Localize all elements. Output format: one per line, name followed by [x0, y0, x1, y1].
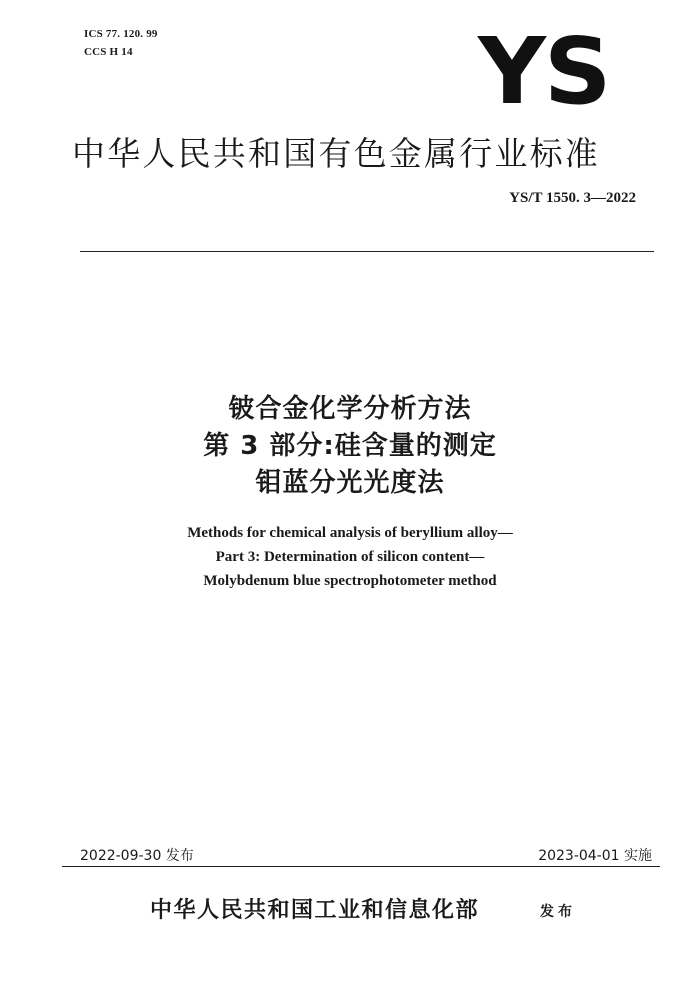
- title-cn-line-2: 第 3 部分:硅含量的测定: [203, 431, 497, 461]
- ics-code: ICS 77. 120. 99: [84, 28, 158, 40]
- title-cn-line-3: 钼蓝分光光度法: [255, 468, 445, 498]
- issue-label: 发布: [540, 904, 576, 920]
- standard-number: YS/T 1550. 3—2022: [509, 190, 636, 206]
- standard-category: 中华人民共和国有色金属行业标准: [72, 134, 600, 173]
- title-en-line-3: Molybdenum blue spectrophotometer method: [203, 573, 497, 589]
- title-cn-line-1: 铍合金化学分析方法: [228, 394, 472, 424]
- implementation-date: 2023-04-01 实施: [538, 848, 652, 864]
- title-en-line-1: Methods for chemical analysis of beryllium alloy—: [187, 525, 513, 541]
- issue-date: 2022-09-30 发布: [80, 848, 194, 864]
- top-divider: [80, 251, 654, 252]
- ys-logo: YS: [478, 18, 610, 125]
- issuing-authority: 中华人民共和国工业和信息化部: [150, 897, 480, 923]
- bottom-divider: [62, 866, 660, 867]
- title-en-line-2: Part 3: Determination of silicon content—: [215, 549, 485, 565]
- ccs-code: CCS H 14: [84, 46, 133, 58]
